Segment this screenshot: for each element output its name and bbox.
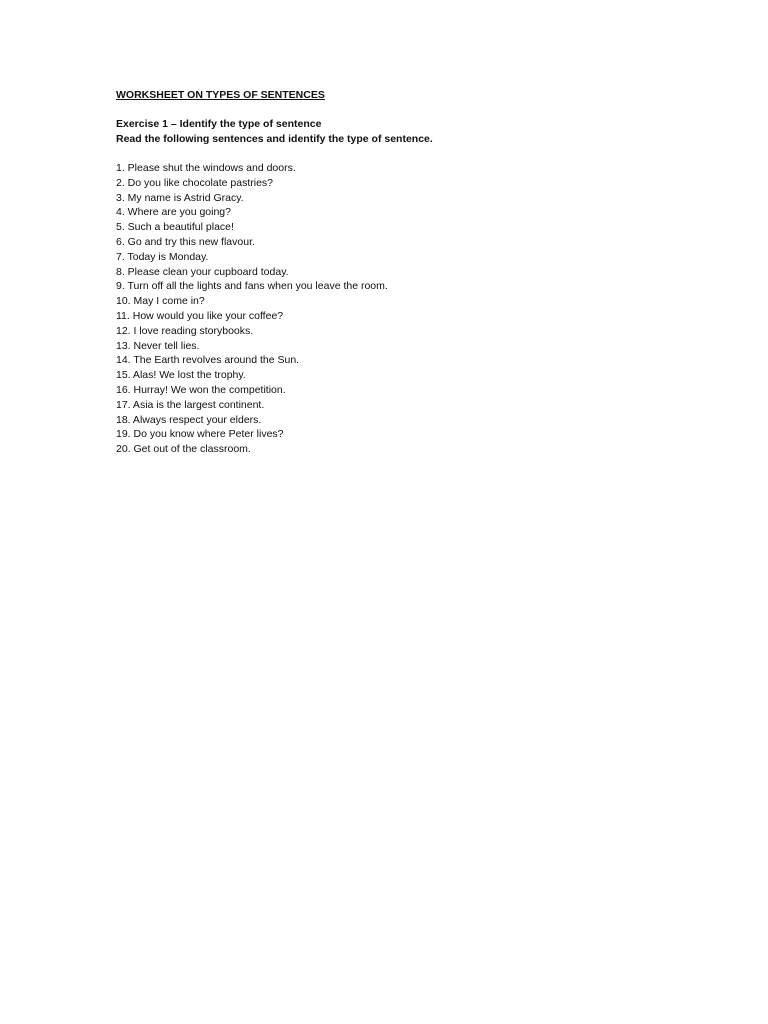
sentence-item: 14. The Earth revolves around the Sun.	[116, 354, 300, 367]
sentence-item: 1. Please shut the windows and doors.	[116, 162, 296, 174]
sentence-item: 11. How would you like your coffee?	[116, 309, 284, 322]
sentence-item: 3. My name is Astrid Gracy.	[116, 191, 244, 204]
sentence-item: 18. Always respect your elders.	[116, 413, 262, 426]
sentence-item: 13. Never tell lies.	[116, 339, 200, 352]
exercise-heading: Exercise 1 – Identify the type of sentence	[116, 118, 322, 130]
sentence-item: 15. Alas! We lost the trophy.	[116, 369, 246, 382]
sentence-list	[116, 161, 676, 457]
sentence-item: 7. Today is Monday.	[116, 250, 209, 263]
worksheet-content	[116, 88, 676, 457]
sentence-item: 9. Turn off all the lights and fans when you leave the room.	[116, 280, 388, 293]
sentence-item: 19. Do you know where Peter lives?	[116, 428, 284, 441]
sentence-item: 8. Please clean your cupboard today.	[116, 265, 289, 278]
sentence-item: 17. Asia is the largest continent.	[116, 398, 265, 411]
sentence-item: 4. Where are you going?	[116, 206, 231, 219]
sentence-item: 12. I love reading storybooks.	[116, 324, 254, 337]
sentence-item: 6. Go and try this new flavour.	[116, 235, 255, 248]
sentence-item: 10. May I come in?	[116, 295, 205, 308]
sentence-item: 5. Such a beautiful place!	[116, 221, 234, 234]
worksheet-title: WORKSHEET ON TYPES OF SENTENCES	[116, 89, 325, 101]
exercise-instructions	[116, 117, 676, 147]
sentence-item: 20. Get out of the classroom.	[116, 443, 251, 456]
sentence-item: 16. Hurray! We won the competition.	[116, 383, 286, 396]
sentence-item: 2. Do you like chocolate pastries?	[116, 176, 274, 189]
exercise-instruction: Read the following sentences and identify the type of sentence.	[116, 133, 433, 145]
